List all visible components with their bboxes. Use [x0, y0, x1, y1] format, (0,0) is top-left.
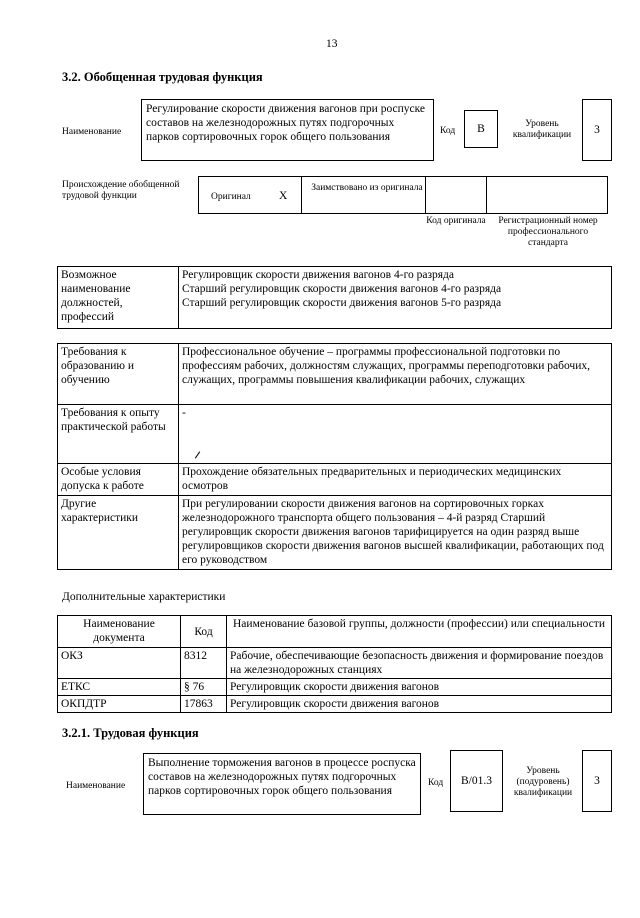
table-cell: Регулировщик скорости движения вагонов — [227, 696, 612, 713]
additional-table — [57, 615, 612, 713]
origin-original-label: Оригинал — [211, 192, 251, 202]
table-cell: Регулировщик скорости движения вагонов — [227, 679, 612, 696]
positions-values — [179, 267, 612, 329]
origin-divider — [486, 177, 487, 213]
table-row — [58, 696, 612, 713]
origin-label: Происхождение обобщенной трудовой функции — [62, 180, 180, 201]
tf-name-value: Выполнение торможения вагонов в процессе роспуска составов на железнодорожных путях подгорочных парков сортировочных горок общего пользования — [143, 753, 421, 815]
table-row — [58, 616, 612, 648]
table-cell: 8312 — [181, 648, 227, 679]
tf-level-label: Уровень (подуровень) квалификации — [513, 766, 573, 798]
tf-code-value: B/01.3 — [450, 750, 503, 812]
origin-code-caption: Код оригинала — [426, 216, 486, 226]
table-row — [58, 679, 612, 696]
table-row — [58, 344, 612, 405]
req-experience-text: - — [182, 407, 186, 419]
table-row — [58, 648, 612, 679]
gtf-code-label: Код — [440, 126, 456, 136]
gtf-name-value: Регулирование скорости движения вагонов при роспуске составов на железнодорожных путях подгорочных парков сортировочных горок общего пользования — [141, 99, 434, 161]
req-other-label: Другие характеристики — [58, 496, 179, 570]
tf-code-label: Код — [428, 778, 444, 788]
origin-box — [198, 176, 608, 214]
column-header: Код — [181, 616, 227, 648]
table-cell: ОКПДТР — [58, 696, 181, 713]
req-admission-label: Особые условия допуска к работе — [58, 464, 179, 496]
pen-mark — [195, 451, 200, 458]
tf-name-label: Наименование — [66, 781, 126, 791]
tf-level-value: 3 — [582, 750, 612, 812]
table-row — [58, 405, 612, 464]
table-row — [58, 496, 612, 570]
gtf-level-label: Уровень квалификации — [512, 119, 572, 140]
section-heading: 3.2. Обобщенная трудовая функция — [62, 70, 263, 84]
req-admission-value: Прохождение обязательных предварительных и периодических медицинских осмотров — [179, 464, 612, 496]
gtf-name-label: Наименование — [62, 127, 122, 137]
origin-borrowed-label: Заимствовано из оригинала — [311, 183, 423, 193]
origin-regnum-caption: Регистрационный номер профессионального стандарта — [498, 216, 598, 248]
positions-label: Возможное наименование должностей, профессий — [58, 267, 179, 329]
req-other-value: При регулировании скорости движения вагонов на сортировочных горках железнодорожного транспорта общего пользования – 4-й разряд Старший регулировщик скорости движения вагонов тарифицируется на один разряд выше регулировщиков скорости движения вагонов высшей квалификации, работающих под его руководством — [179, 496, 612, 570]
additional-heading: Дополнительные характеристики — [62, 591, 226, 603]
table-row — [58, 267, 612, 329]
origin-original-mark: X — [279, 190, 288, 202]
table-cell: Рабочие, обеспечивающие безопасность движения и формирование поездов на железнодорожных станциях — [227, 648, 612, 679]
page-number: 13 — [326, 38, 338, 50]
list-item: Регулировщик скорости движения вагонов 4-го разряда — [182, 269, 455, 281]
column-header: Наименование документа — [58, 616, 181, 648]
gtf-code-value: В — [464, 110, 498, 148]
table-cell: 17863 — [181, 696, 227, 713]
list-item: Старший регулировщик скорости движения вагонов 4-го разряда — [182, 283, 502, 295]
req-education-label: Требования к образованию и обучению — [58, 344, 179, 405]
gtf-level-value: 3 — [582, 99, 612, 161]
column-header: Наименование базовой группы, должности (профессии) или специальности — [227, 616, 612, 648]
req-experience-value — [179, 405, 612, 464]
list-item: Старший регулировщик скорости движения вагонов 5-го разряда — [182, 297, 502, 309]
req-education-value: Профессиональное обучение – программы профессиональной подготовки по профессиям рабочих, должностям служащих, программы переподготовки рабочих, служащих, программы повышения квалификации рабочих, служащих — [179, 344, 612, 405]
table-cell: ЕТКС — [58, 679, 181, 696]
table-cell: § 76 — [181, 679, 227, 696]
positions-table — [57, 266, 612, 329]
requirements-table — [57, 343, 612, 570]
req-experience-label: Требования к опыту практической работы — [58, 405, 179, 464]
origin-divider — [425, 177, 426, 213]
table-cell: ОКЗ — [58, 648, 181, 679]
origin-divider — [301, 177, 302, 213]
tf-heading: 3.2.1. Трудовая функция — [62, 726, 199, 740]
table-row — [58, 464, 612, 496]
